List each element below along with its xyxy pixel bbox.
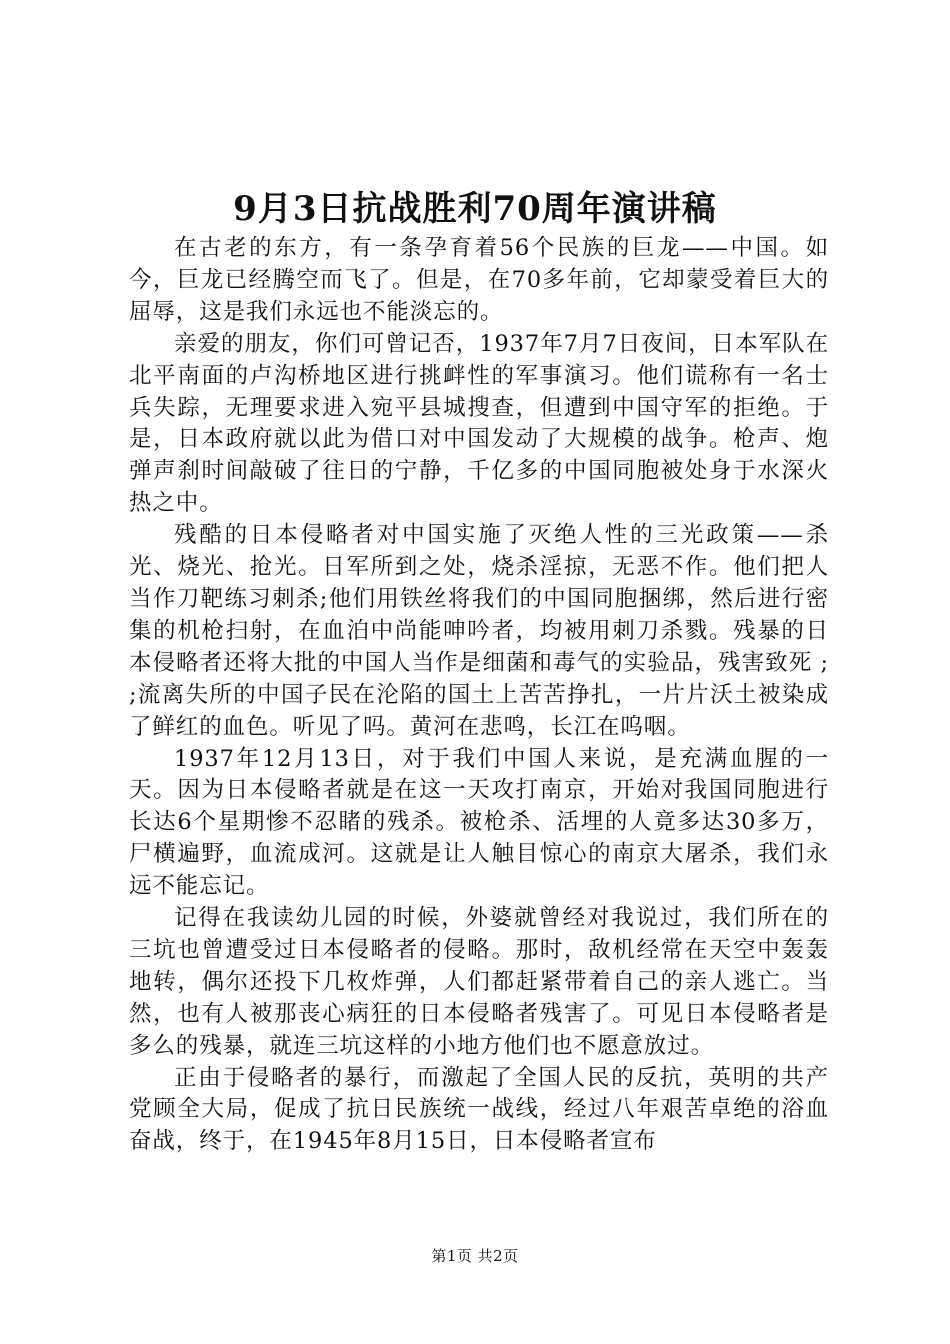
paragraph-3: 残酷的日本侵略者对中国实施了灭绝人性的三光政策——杀光、烧光、抢光。日军所到之处，烧杀淫掠，无恶不作。他们把人当作刀靶练习刺杀;他们用铁丝将我们的中国同胞捆绑，然后进行密集的机枪扫射，在血泊中尚能呻吟者，均被用刺刀杀戮。残暴的日本侵略者还将大批的中国人当作是细菌和毒气的实验品，残害致死 ; ;流离失所的中国子民在沦陷的国土上苦苦挣扎，一片片沃土被染成了鲜红的血色。听见了吗。黄河在悲鸣，长江在呜咽。 [129,522,829,740]
page-number-footer: 第1页 共2页 [431,1247,519,1265]
paragraph-2: 亲爱的朋友，你们可曾记否，1937年7月7日夜间，日本军队在北平南面的卢沟桥地区进行挑衅性的军事演习。他们谎称有一名士兵失踪，无理要求进入宛平县城搜查，但遭到中国守军的拒绝。于是，日本政府就以此为借口对中国发动了大规模的战争。枪声、炮弹声刹时间敲破了往日的宁静，千亿多的中国同胞被处身于水深火热之中。 [129,330,829,517]
document-body [129,233,829,1158]
paragraph-5: 记得在我读幼儿园的时候，外婆就曾经对我说过，我们所在的三坑也曾遭受过日本侵略者的侵略。那时，敌机经常在天空中轰轰地转，偶尔还投下几枚炸弹，人们都赶紧带着自己的亲人逃亡。当然，也有人被那丧心病狂的日本侵略者残害了。可见日本侵略者是多么的残暴，就连三坑这样的小地方他们也不愿意放过。 [129,905,829,1059]
paragraph-6: 正由于侵略者的暴行，而激起了全国人民的反抗，英明的共产党顾全大局，促成了抗日民族统一战线，经过八年艰苦卓绝的浴血奋战，终于，在1945年8月15日，日本侵略者宣布 [129,1064,829,1155]
paragraph-1: 在古老的东方，有一条孕育着56个民族的巨龙——中国。如今，巨龙已经腾空而飞了。但是，在70多年前，它却蒙受着巨大的屈辱，这是我们永远也不能淡忘的。 [129,235,829,325]
paragraph-4: 1937年12月13日，对于我们中国人来说，是充满血腥的一天。因为日本侵略者就是在这一天攻打南京，开始对我国同胞进行长达6个星期惨不忍睹的残杀。被枪杀、活埋的人竟多达30多万，尸横遍野，血流成河。这就是让人触目惊心的南京大屠杀，我们永远不能忘记。 [129,745,829,900]
document-title: 9月3日抗战胜利70周年演讲稿 [233,189,717,229]
